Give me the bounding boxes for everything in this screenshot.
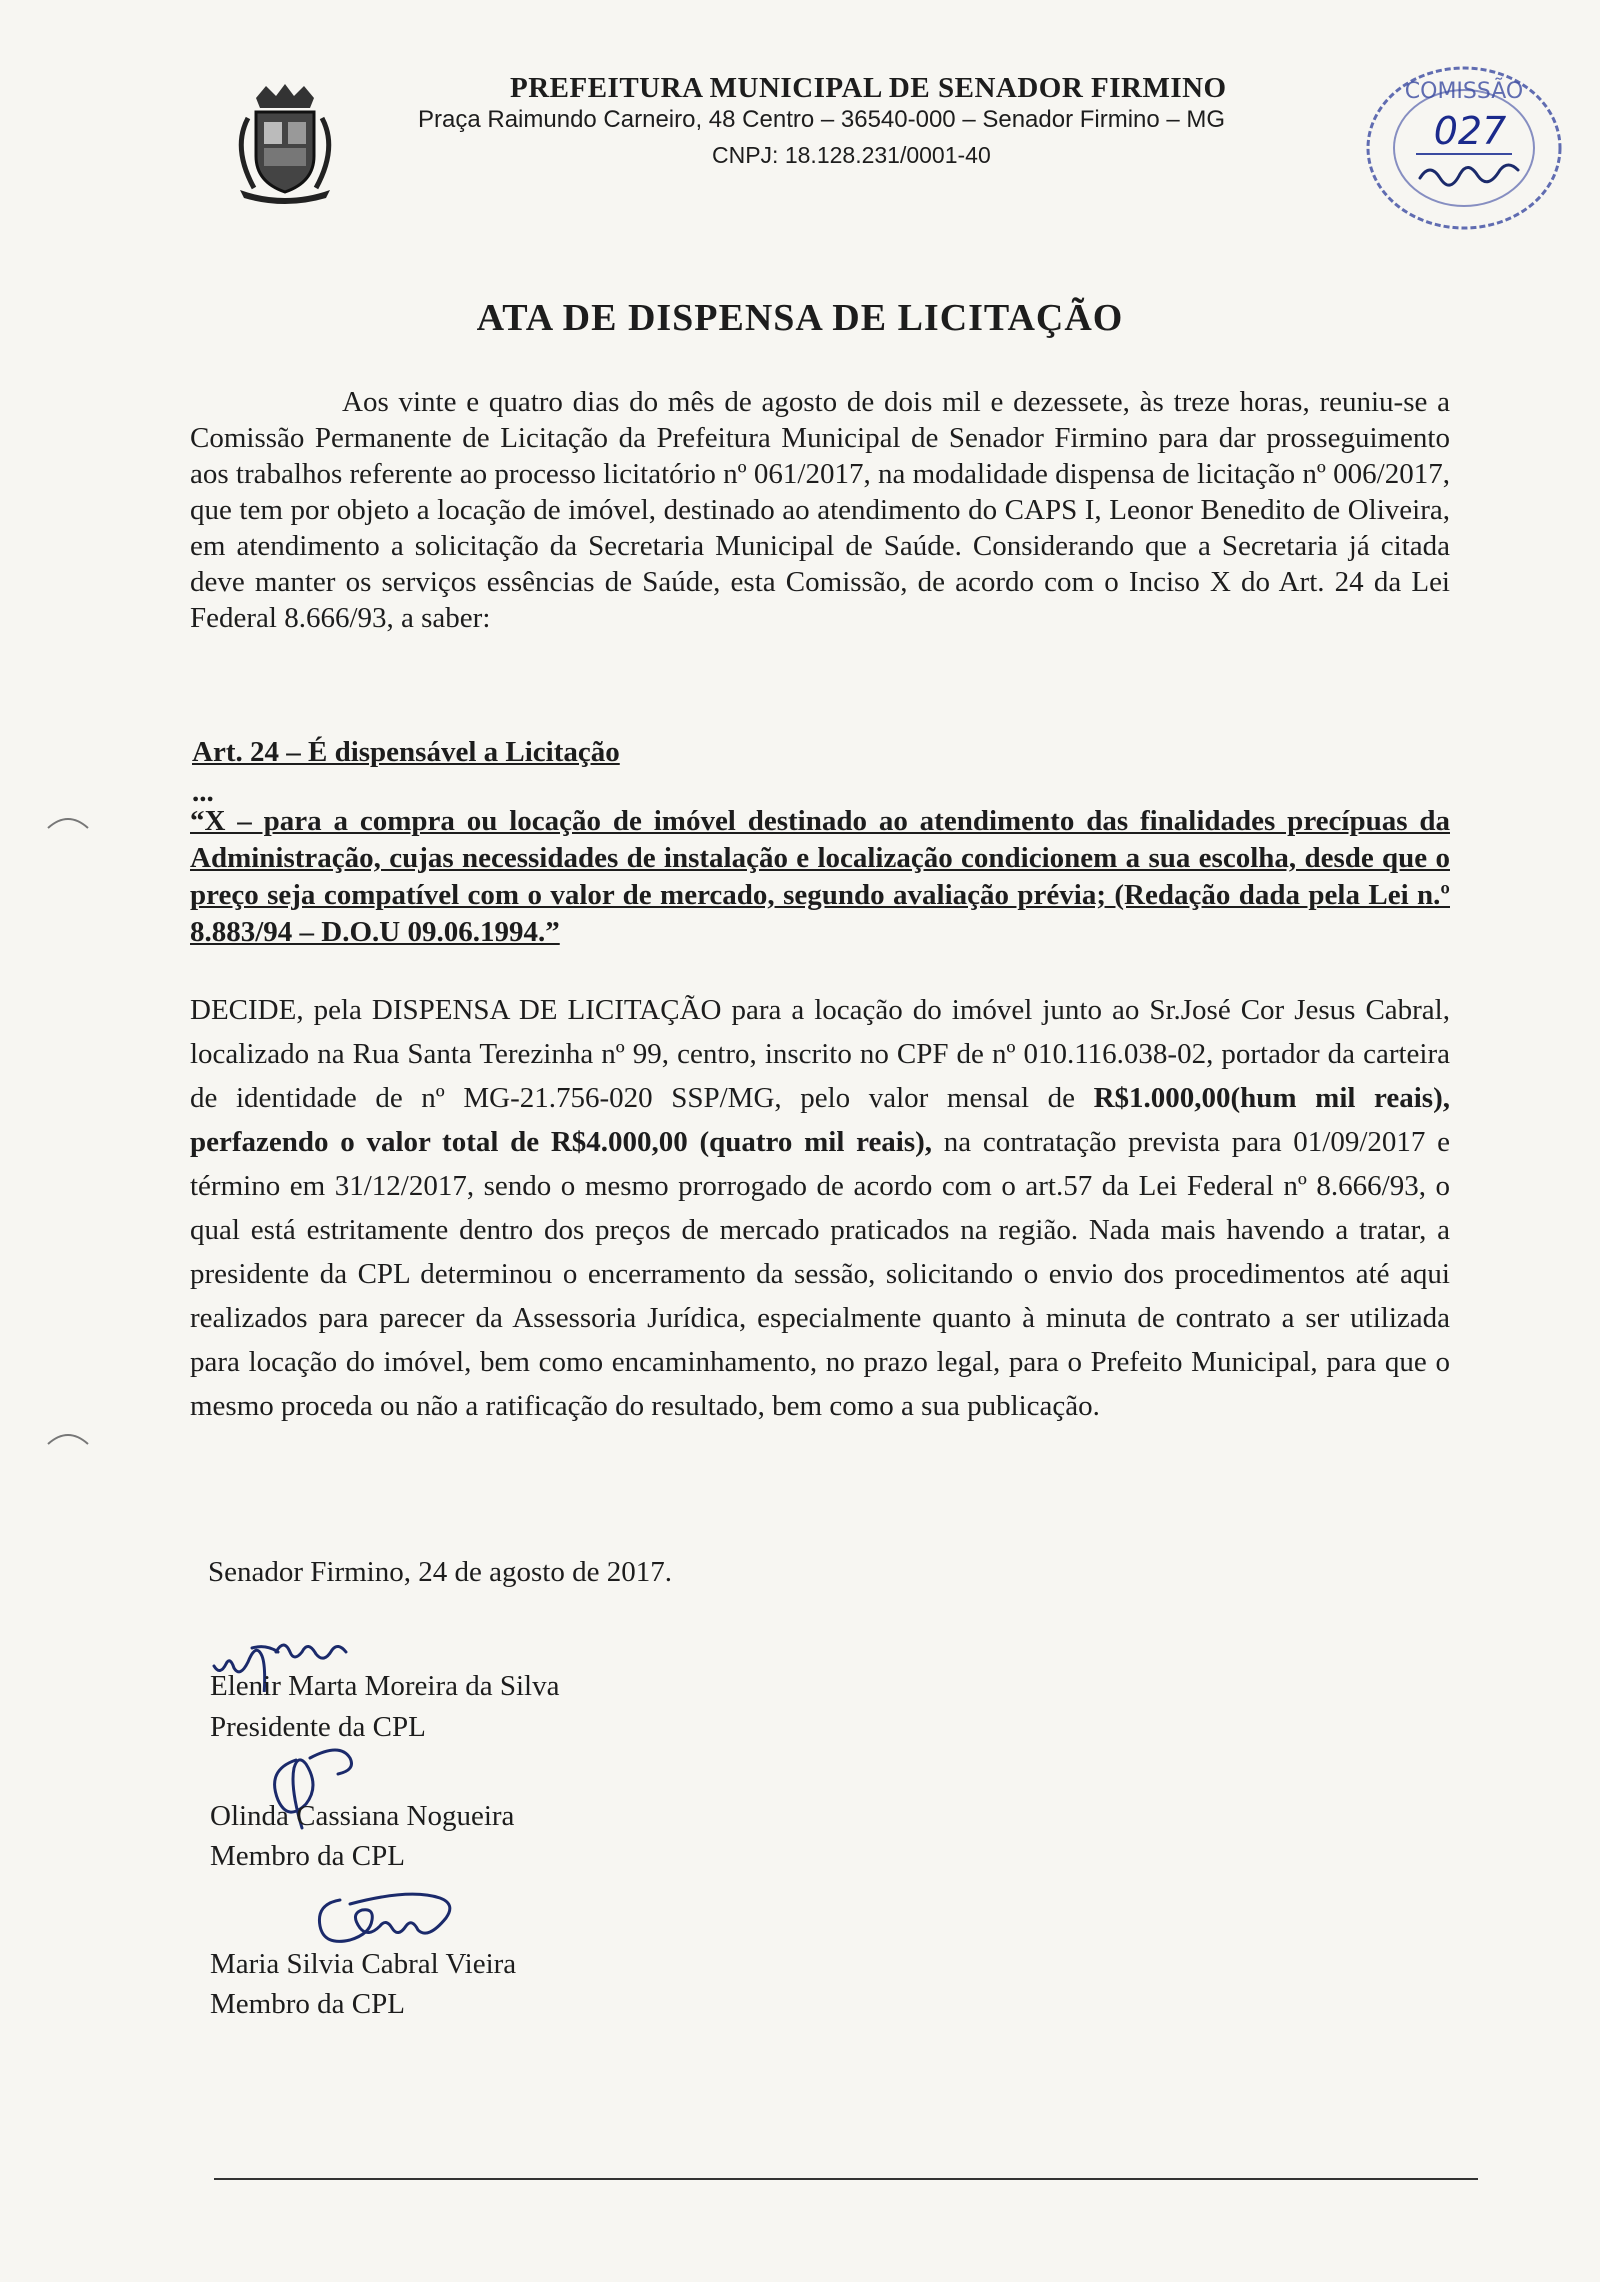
intro-paragraph: Aos vinte e quatro dias do mês de agosto de dois mil e dezessete, às treze horas, reuniu-se a Comissão Permanente de Licitação da Prefeitura Municipal de Senador Firmino para dar prosseguimento aos trabalhos referente ao processo licitatório nº 061/2017, na modalidade dispensa de licitação nº 006/2017, que tem por objeto a locação de imóvel, destinado ao atendimento do CAPS I, Leonor Benedito de Oliveira, em atendimento a solicitação da Secretaria Municipal de Saúde. Considerando que a Secretaria já citada deve manter os serviços essências de Saúde, esta Comissão, de acordo com o Inciso X do Art. 24 da Lei Federal 8.666/93, a saber: [190,386,1450,634]
decision-text-end: na contratação prevista para 01/09/2017 e término em 31/12/2017, sendo o mesmo prorrogado de acordo com o art.57 da Lei Federal nº 8.666/93, o qual está estritamente dentro dos preços de mercado praticados na região. Nada mais havendo a tratar, a presidente da CPL determinou o encerramento da sessão, solicitando o envio dos procedimentos até aqui realizados para parecer da Assessoria Jurídica, especialmente quanto à minuta de contrato a ser utilizada para locação do imóvel, bem como encaminhamento, no prazo legal, para o Prefeito Municipal, para que o mesmo proceda ou não a ratificação do resultado, bem como a sua publicação. [190,1126,1450,1422]
place-and-date: Senador Firmino, 24 de agosto de 2017. [208,1556,672,1588]
margin-mark-icon [44,1424,94,1454]
signatory-3-name: Maria Silvia Cabral Vieira [210,1948,517,1980]
margin-mark-icon [44,808,94,838]
coat-of-arms-icon [226,78,344,206]
signatory-1-name: Elenir Marta Moreira da Silva [210,1670,560,1702]
signature-2-icon [250,1740,390,1850]
decision-text-start: DECIDE, pela DISPENSA DE LICITAÇÃO para a locação do imóvel junto ao Sr.José Cor Jesus Cabral, localizado na Rua Santa Terezinha nº 99, centro, inscrito no CPF de nº 010.116.038-02, portador da carteira de identidade de nº MG-21.756-020 SSP/MG, pelo valor mensal de [190,994,1450,1114]
municipality-name: PREFEITURA MUNICIPAL DE SENADOR FIRMINO [510,72,1227,104]
footer-divider [214,2178,1478,2180]
article-quote: “X – para a compra ou locação de imóvel destinado ao atendimento das finalidades precípuas da Administração, cujas necessidades de instalação e localização condicionem a sua escolha, desde que o preço seja compatível com o valor de mercado, segundo avaliação prévia; (Redação dada pela Lei n.º 8.883/94 – D.O.U 09.06.1994.” [190,805,1450,948]
decision-amount: R$1.000,00(hum mil reais), perfazendo o valor total de R$4.000,00 (quatro mil reais), [190,1082,1450,1158]
signatory-2-name: Olinda Cassiana Nogueira [210,1800,515,1832]
stamp-label: COMISSÃO [1404,79,1524,104]
signatory-3-role: Membro da CPL [210,1988,405,2020]
article-ellipsis: ... [192,776,214,808]
document-title: ATA DE DISPENSA DE LICITAÇÃO [476,297,1124,339]
article-heading: Art. 24 – É dispensável a Licitação [192,736,620,768]
stamp-number: 027 [1433,109,1507,153]
commission-stamp-icon [1362,60,1566,234]
signatory-2-role: Membro da CPL [210,1840,405,1872]
decision-paragraph [190,988,1450,1428]
signatory-1-role: Presidente da CPL [210,1711,426,1743]
municipality-address: Praça Raimundo Carneiro, 48 Centro – 36540-000 – Senador Firmino – MG [418,106,1226,133]
municipality-cnpj: CNPJ: 18.128.231/0001-40 [712,142,991,168]
